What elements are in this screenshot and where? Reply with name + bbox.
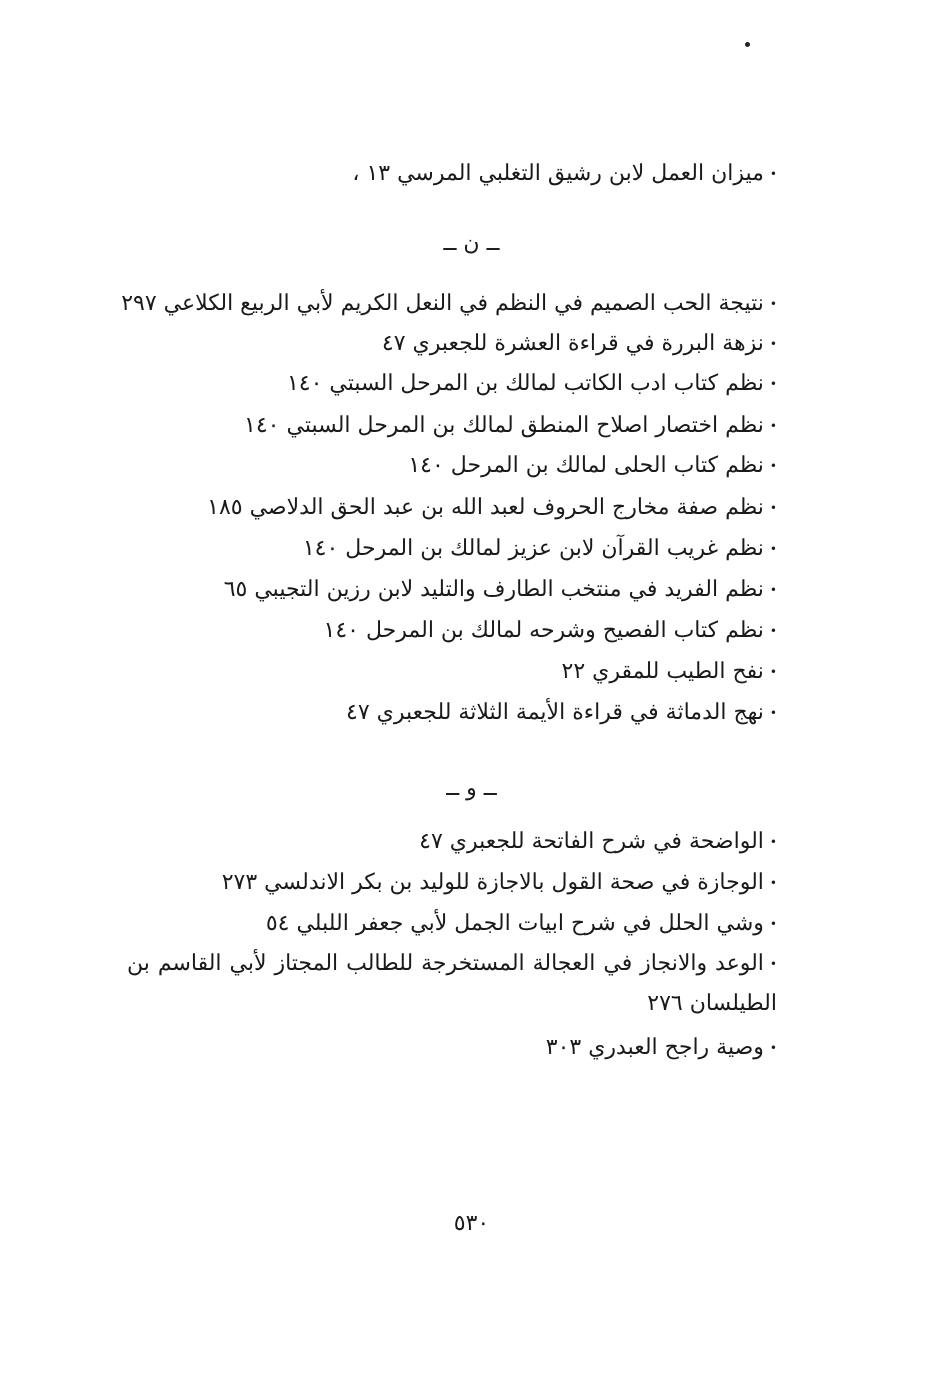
entry-text: نتيجة الحب الصميم في النظم في النعل الكريم لأبي الربيع الكلاعي ٢٩٧	[121, 291, 764, 316]
section-heading-nun: ــ ن ــ	[443, 231, 500, 256]
entry-text: نظم اختصار اصلاح المنطق لمالك بن المرحل السبتي ١٤٠	[244, 413, 764, 438]
index-entry	[207, 494, 777, 522]
index-entry	[224, 576, 777, 604]
index-entry	[324, 617, 777, 645]
entry-text: نظم صفة مخارج الحروف لعبد الله بن عبد الحق الدلاصي ١٨٥	[207, 495, 764, 520]
bullet-mark: •	[769, 377, 777, 391]
bullet-mark: •	[769, 835, 777, 849]
bullet-mark: •	[769, 459, 777, 473]
index-entry	[408, 452, 777, 480]
entry-text: نظم كتاب ادب الكاتب لمالك بن المرحل السبتي ١٤٠	[286, 371, 764, 396]
bullet-mark: •	[769, 665, 777, 679]
entry-text: الوعد والانجاز في العجالة المستخرجة للطالب المجتاز لأبي القاسم بن الطيلسان ٢٧٦	[127, 951, 777, 1016]
bullet-mark: •	[769, 542, 777, 556]
entry-text: الوجازة في صحة القول بالاجازة للوليد بن بكر الاندلسي ٢٧٣	[221, 870, 764, 895]
entry-text: الواضحة في شرح الفاتحة للجعبري ٤٧	[419, 829, 764, 854]
index-entry	[352, 160, 777, 188]
bullet-mark: •	[769, 917, 777, 931]
index-entry	[562, 658, 777, 686]
entry-text: ميزان العمل لابن رشيق التغلبي المرسي ١٣ ،	[352, 161, 764, 186]
page-number: ٥٣٠	[453, 1211, 490, 1236]
entry-text: وشي الحلل في شرح ابيات الجمل لأبي جعفر اللبلي ٥٤	[265, 911, 764, 936]
entry-text: نظم كتاب الحلى لمالك بن المرحل ١٤٠	[408, 453, 764, 478]
index-entry	[121, 290, 777, 318]
bullet-mark: •	[769, 337, 777, 351]
bullet-mark: •	[769, 297, 777, 311]
section-heading-waw: ــ و ــ	[446, 776, 497, 801]
bullet-mark: •	[769, 957, 777, 971]
entry-text: نفح الطيب للمقري ٢٢	[561, 659, 764, 684]
index-entry	[222, 869, 777, 897]
entry-text: وصية راجح العبدري ٣٠٣	[545, 1035, 764, 1060]
bullet-mark: •	[769, 501, 777, 515]
entry-text: نظم الفريد في منتخب الطارف والتليد لابن رزين التجيبي ٦٥	[223, 577, 764, 602]
bullet-mark: •	[769, 583, 777, 597]
bullet-mark: •	[769, 876, 777, 890]
entry-text: نظم غريب القرآن لابن عزيز لمالك بن المرحل ١٤٠	[302, 536, 764, 561]
bullet-mark: •	[769, 1041, 777, 1055]
entry-text: نهج الدماثة في قراءة الأيمة الثلاثة للجعبري ٤٧	[346, 700, 764, 725]
index-entry	[346, 699, 777, 727]
index-entry	[287, 370, 777, 398]
bullet-mark: •	[769, 706, 777, 720]
index-entry	[382, 330, 777, 358]
entry-text: نظم كتاب الفصيح وشرحه لمالك بن المرحل ١٤٠	[323, 618, 764, 643]
bullet-mark: •	[769, 167, 777, 181]
entry-text: نزهة البررة في قراءة العشرة للجعبري ٤٧	[381, 331, 764, 356]
index-entry	[266, 910, 777, 938]
bullet-mark: •	[769, 624, 777, 638]
bullet-mark: •	[769, 419, 777, 433]
index-entry	[303, 535, 777, 563]
index-entry	[244, 412, 777, 440]
ink-speck	[745, 42, 750, 47]
index-entry-wrapped	[127, 944, 777, 1024]
index-entry	[546, 1034, 777, 1062]
index-entry	[419, 828, 777, 856]
